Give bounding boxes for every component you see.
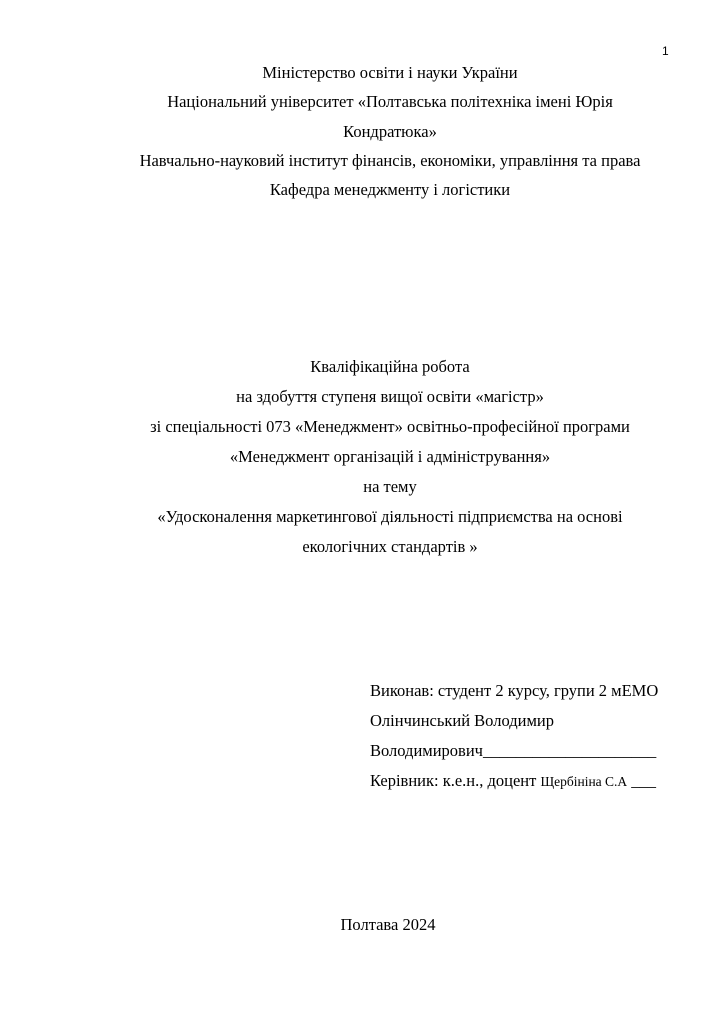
university-line-2: Кондратюка» [343,121,437,141]
specialty-line: зі спеціальності 073 «Менеджмент» освітньо-професійної програми [150,417,630,436]
topic-line-2: екологічних стандартів » [302,537,478,556]
author-block [370,676,658,796]
city-year: Полтава 2024 [340,915,436,934]
author-line-3: Володимирович_____________________ [370,741,657,760]
ministry-line: Міністерство освіти і науки України [262,63,518,82]
degree-line: на здобуття ступеня вищої освіти «магістр» [236,387,544,406]
department-line: Кафедра менеджменту і логістики [269,180,511,200]
topic-line-1: «Удосконалення маркетингової діяльності підприємства на основі [157,507,623,526]
work-title-block [0,352,724,562]
supervisor-name: Щербініна С.А [540,774,628,789]
university-line-1: Національний університет «Полтавська політехніка імені Юрія [167,92,613,112]
topic-label: на тему [363,477,417,496]
author-line-1: Виконав: студент 2 курсу, групи 2 мЕМО [370,681,659,700]
program-line: «Менеджмент організацій і адміністрування» [229,447,551,466]
work-type: Кваліфікаційна робота [310,357,470,376]
supervisor-line [370,766,658,796]
supervisor-signature-blank: ___ [627,771,657,790]
page-number: 1 [662,44,669,58]
supervisor-label: Керівник: к.е.н., доцент [370,771,541,790]
author-line-2: Олінчинський Володимир [370,711,554,730]
institute-line: Навчально-науковий інститут фінансів, економіки, управління та права [139,150,641,170]
institution-header [0,58,724,204]
